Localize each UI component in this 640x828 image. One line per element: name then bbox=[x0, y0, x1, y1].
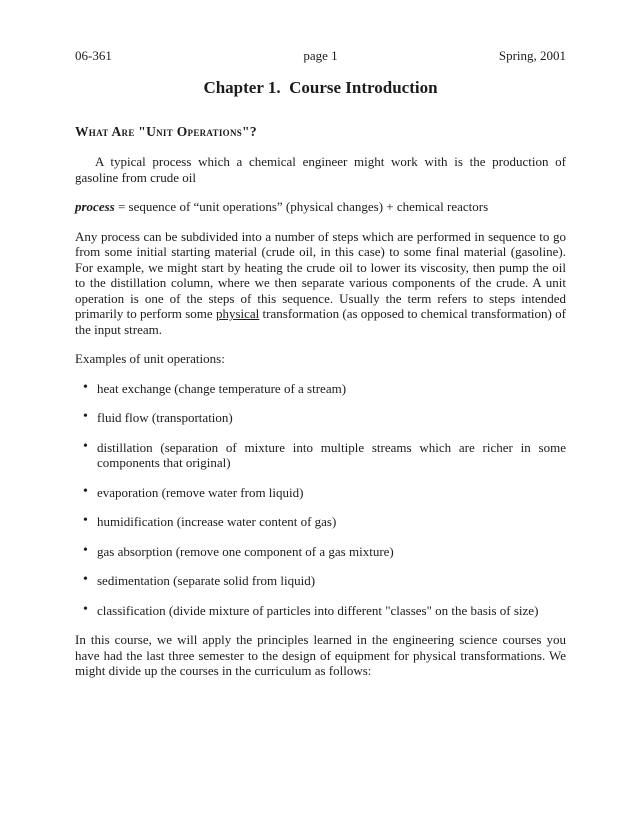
body-text-after: transformation (as opposed to chemical transformation) of the input stream. bbox=[75, 306, 566, 337]
examples-label: Examples of unit operations: bbox=[75, 351, 225, 366]
chapter-title: Chapter 1. Course Introduction bbox=[203, 78, 438, 97]
list-item: • gas absorption (remove one component of a gas mixture) bbox=[83, 544, 566, 560]
list-item: • fluid flow (transportation) bbox=[83, 410, 566, 426]
body-text-before: Any process can be subdivided into a number of steps which are performed in sequence to go from some initial starting material (crude oil, in this case) to some final material (gasoline). For example, we might start by heating the crude oil to lower its viscosity, then pump the oil to the distillation column, where we then separate various components of the crude. A unit operation is one of the steps of this sequence. Usually the term refers to steps intended primarily to perform some bbox=[75, 228, 566, 321]
list-item: • humidification (increase water content of gas) bbox=[83, 514, 566, 530]
process-term: process bbox=[75, 199, 115, 214]
header-course-code: 06-361 bbox=[75, 48, 112, 63]
unit-operations-list bbox=[75, 381, 566, 619]
intro-paragraph: A typical process which a chemical engineer might work with is the production of gasoline from crude oil bbox=[75, 154, 566, 185]
page-header bbox=[75, 48, 566, 63]
body-underlined-word: physical bbox=[215, 306, 260, 321]
list-item: • sedimentation (separate solid from liquid) bbox=[83, 573, 566, 589]
process-definition-rest: = sequence of “unit operations” (physical changes) + chemical reactors bbox=[114, 199, 489, 214]
header-page-number: page 1 bbox=[303, 48, 338, 63]
section-heading: What Are "Unit Operations"? bbox=[75, 124, 257, 139]
process-definition-line bbox=[75, 199, 566, 215]
list-item: • evaporation (remove water from liquid) bbox=[83, 485, 566, 501]
list-item: • heat exchange (change temperature of a stream) bbox=[83, 381, 566, 397]
list-item: • classification (divide mixture of particles into different "classes" on the basis of size) bbox=[83, 603, 566, 619]
closing-paragraph: In this course, we will apply the principles learned in the engineering science courses you have had the last three semester to the design of equipment for physical transformations. We might divide up the courses in the curriculum as follows: bbox=[75, 632, 566, 678]
header-term: Spring, 2001 bbox=[498, 48, 567, 63]
body-paragraph bbox=[75, 229, 566, 338]
list-item: • distillation (separation of mixture into multiple streams which are richer in some components that original) bbox=[83, 440, 566, 471]
